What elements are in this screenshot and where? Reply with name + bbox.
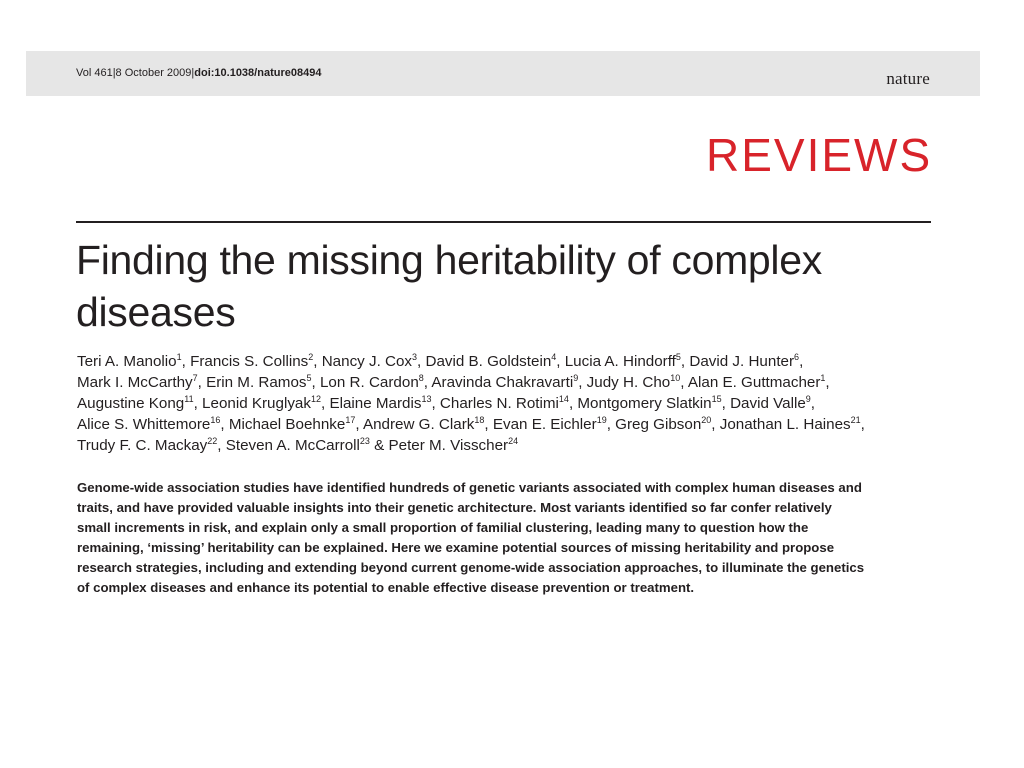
author-separator: , <box>417 353 426 370</box>
author-separator: , <box>799 353 804 370</box>
author-name: Teri A. Manolio <box>77 353 177 370</box>
affiliation-number: 22 <box>207 435 218 446</box>
author-separator: , <box>311 374 320 391</box>
author-separator: , <box>217 437 226 454</box>
author-separator: , <box>431 395 440 412</box>
author-separator: , <box>721 395 731 412</box>
author-name: Charles N. Rotimi <box>439 395 559 412</box>
author-separator: & <box>369 437 389 454</box>
article-title-line: diseases <box>76 289 236 335</box>
author-name: Nancy J. Cox <box>321 353 413 370</box>
affiliation-number: 18 <box>474 414 485 425</box>
author-separator: , <box>860 416 865 433</box>
affiliation-number: 1 <box>176 351 182 362</box>
author-separator: , <box>193 395 203 412</box>
journal-header-band <box>26 51 980 96</box>
affiliation-number: 20 <box>701 414 712 425</box>
abstract-line: of complex diseases and enhance its potential to enable effective disease prevention or treatment. <box>77 580 695 595</box>
author-name: Andrew G. Clark <box>362 416 475 433</box>
author-name: Judy H. Cho <box>586 374 671 391</box>
author-name: David J. Hunter <box>689 353 795 370</box>
affiliation-number: 11 <box>184 393 194 404</box>
author-separator: , <box>606 416 616 433</box>
citation-line <box>76 66 321 80</box>
affiliation-number: 2 <box>308 351 314 362</box>
affiliation-number: 13 <box>421 393 432 404</box>
author-name: David B. Goldstein <box>425 353 552 370</box>
volume-date: Vol 461|8 October 2009| <box>76 67 195 79</box>
author-name: Michael Boehnke <box>228 416 346 433</box>
affiliation-number: 1 <box>820 372 826 383</box>
author-separator: , <box>423 374 432 391</box>
affiliation-number: 3 <box>412 351 418 362</box>
author-name: Aravinda Chakravarti <box>431 374 574 391</box>
doi-text: doi:10.1038/nature08494 <box>194 67 322 79</box>
author-separator: , <box>181 353 191 370</box>
affiliation-number: 8 <box>418 372 424 383</box>
author-line <box>77 393 947 414</box>
affiliation-number: 23 <box>359 435 370 446</box>
abstract-line: research strategies, including and extending beyond current genome-wide association approaches, to illuminate the genetics <box>77 560 865 575</box>
author-separator: , <box>355 416 363 433</box>
author-name: Montgomery Slatkin <box>577 395 712 412</box>
affiliation-number: 5 <box>306 372 312 383</box>
author-separator: , <box>680 353 690 370</box>
affiliation-number: 4 <box>551 351 557 362</box>
affiliation-number: 17 <box>345 414 356 425</box>
author-name: Augustine Kong <box>77 395 185 412</box>
author-list <box>77 351 947 456</box>
affiliation-number: 19 <box>596 414 607 425</box>
affiliation-number: 12 <box>310 393 321 404</box>
affiliation-number: 10 <box>670 372 681 383</box>
author-separator: , <box>313 353 322 370</box>
author-separator: , <box>578 374 587 391</box>
author-separator: , <box>484 416 493 433</box>
affiliation-number: 6 <box>794 351 800 362</box>
author-name: Mark I. McCarthy <box>77 374 193 391</box>
section-label: REVIEWS <box>706 129 933 181</box>
author-name: Lon R. Cardon <box>319 374 419 391</box>
affiliation-number: 16 <box>210 414 221 425</box>
affiliation-number: 9 <box>573 372 579 383</box>
author-line <box>77 435 947 456</box>
author-line <box>77 351 947 372</box>
author-name: David Valle <box>730 395 806 412</box>
affiliation-number: 14 <box>558 393 569 404</box>
abstract-line: Genome-wide association studies have identified hundreds of genetic variants associated with complex human diseases and <box>77 480 862 495</box>
author-name: Erin M. Ramos <box>206 374 307 391</box>
affiliation-number: 15 <box>711 393 722 404</box>
author-name: Alice S. Whittemore <box>77 416 211 433</box>
author-name: Francis S. Collins <box>190 353 309 370</box>
author-line <box>77 372 947 393</box>
author-separator: , <box>197 374 207 391</box>
article-title-line: Finding the missing heritability of complex <box>76 237 822 283</box>
affiliation-number: 7 <box>192 372 198 383</box>
author-separator: , <box>556 353 565 370</box>
affiliation-number: 5 <box>675 351 681 362</box>
author-separator: , <box>568 395 578 412</box>
author-separator: , <box>680 374 688 391</box>
author-name: Peter M. Visscher <box>388 437 509 454</box>
journal-name: nature <box>886 69 930 88</box>
article-title <box>76 234 936 338</box>
affiliation-number: 21 <box>850 414 861 425</box>
title-rule <box>76 221 931 223</box>
author-separator: , <box>220 416 229 433</box>
author-name: Greg Gibson <box>615 416 702 433</box>
author-name: Jonathan L. Haines <box>719 416 851 433</box>
author-name: Evan E. Eichler <box>492 416 597 433</box>
affiliation-number: 24 <box>508 435 519 446</box>
author-name: Steven A. McCarroll <box>225 437 360 454</box>
author-name: Elaine Mardis <box>329 395 422 412</box>
author-name: Leonid Kruglyak <box>202 395 311 412</box>
author-name: Trudy F. C. Mackay <box>77 437 208 454</box>
author-name: Alan E. Guttmacher <box>687 374 821 391</box>
abstract-line: remaining, ‘missing’ heritability can be explained. Here we examine potential sources of missing heritability and propose <box>77 540 835 555</box>
author-line <box>77 414 947 435</box>
abstract-line: small increments in risk, and explain only a small proportion of familial clustering, leading many to question how the <box>77 520 809 535</box>
abstract <box>77 478 947 598</box>
author-separator: , <box>810 395 816 412</box>
affiliation-number: 9 <box>805 393 811 404</box>
author-separator: , <box>711 416 720 433</box>
author-separator: , <box>825 374 830 391</box>
abstract-line: traits, and have provided valuable insights into their genetic architecture. Most variants identified so far confer relatively <box>77 500 832 515</box>
author-separator: , <box>320 395 330 412</box>
author-name: Lucia A. Hindorff <box>564 353 676 370</box>
